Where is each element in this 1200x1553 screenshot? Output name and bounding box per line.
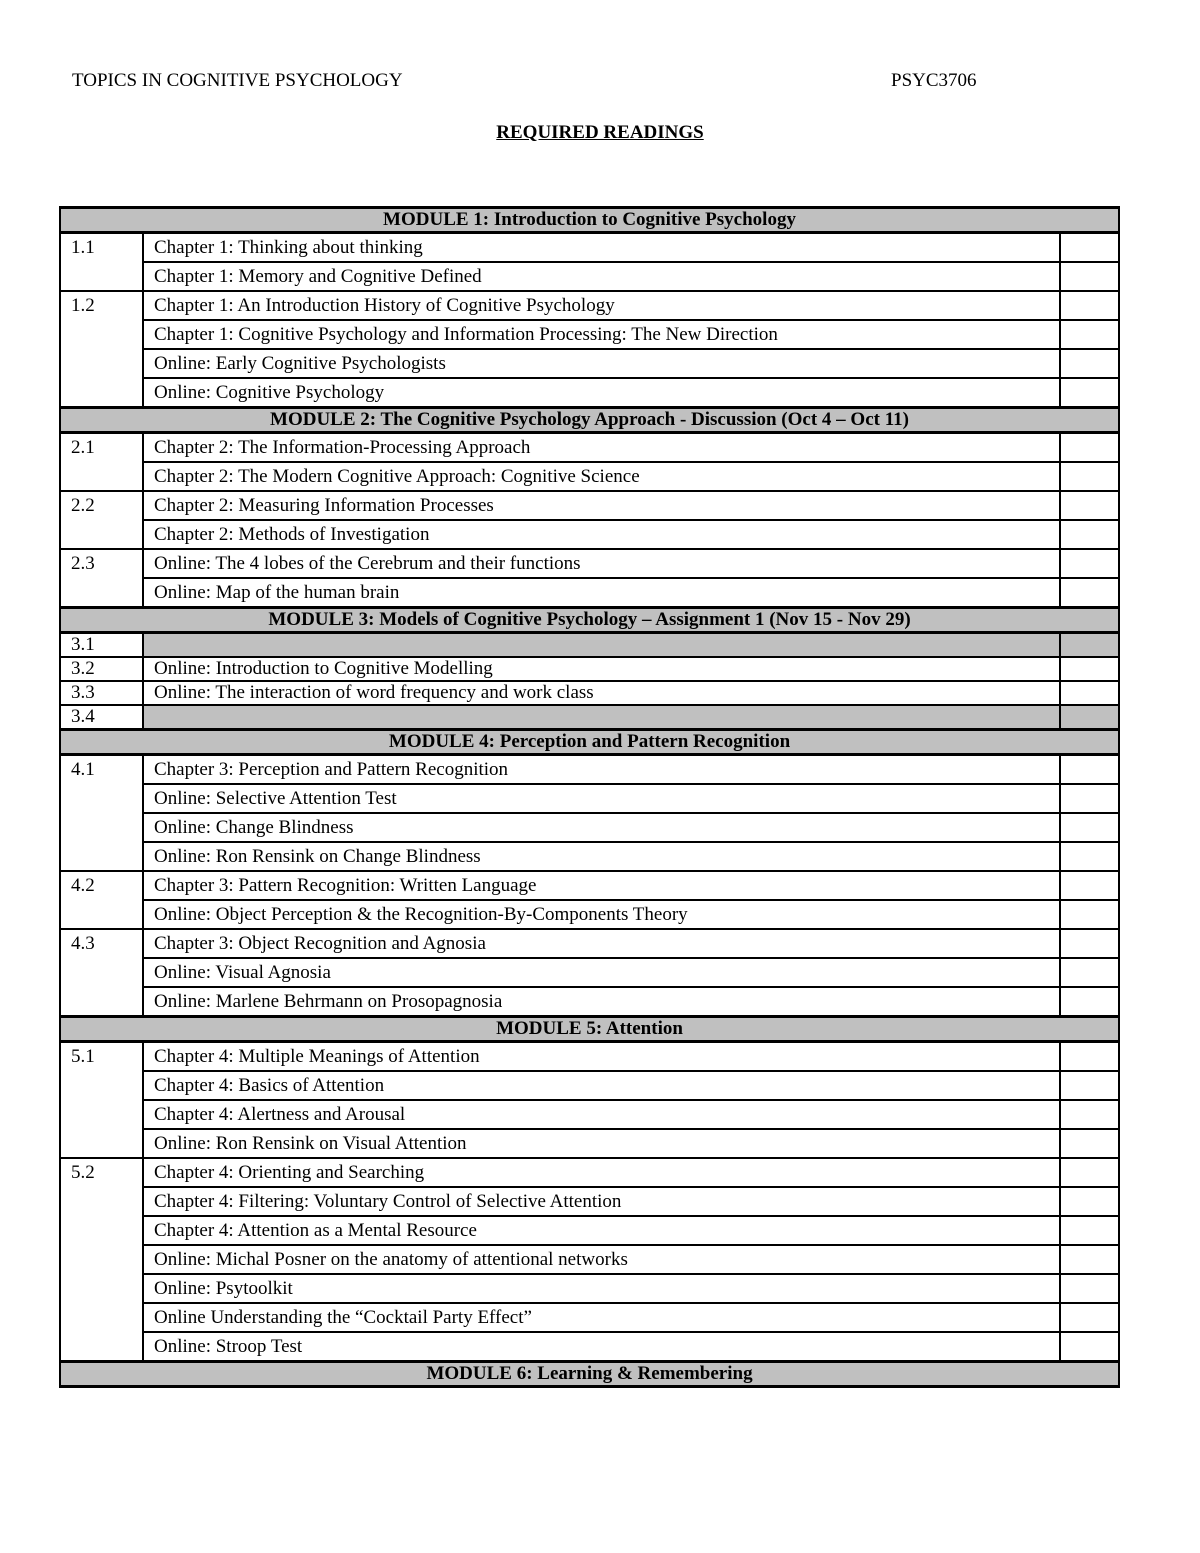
reading-check-cell — [1060, 987, 1119, 1017]
reading-title: Online: Marlene Behrmann on Prosopagnosia — [143, 987, 1060, 1017]
reading-row — [60, 958, 1119, 987]
readings-table — [59, 206, 1120, 1388]
reading-row — [60, 262, 1119, 291]
reading-row — [60, 491, 1119, 520]
reading-check-cell — [1060, 549, 1119, 578]
reading-check-cell — [1060, 233, 1119, 263]
reading-row — [60, 871, 1119, 900]
module-title: MODULE 3: Models of Cognitive Psychology – Assignment 1 (Nov 15 - Nov 29) — [60, 608, 1119, 633]
section-number: 1.1 — [60, 233, 143, 292]
reading-check-cell — [1060, 842, 1119, 871]
reading-title: Online: Ron Rensink on Visual Attention — [143, 1129, 1060, 1158]
module-title: MODULE 2: The Cognitive Psychology Approach - Discussion (Oct 4 – Oct 11) — [60, 408, 1119, 433]
module-title: MODULE 1: Introduction to Cognitive Psychology — [60, 208, 1119, 233]
module-title: MODULE 4: Perception and Pattern Recognition — [60, 730, 1119, 755]
reading-row — [60, 633, 1119, 658]
module-header-row — [60, 208, 1119, 233]
reading-row — [60, 520, 1119, 549]
reading-row — [60, 657, 1119, 681]
section-number: 2.1 — [60, 433, 143, 492]
reading-check-cell — [1060, 262, 1119, 291]
page-title: REQUIRED READINGS — [496, 122, 704, 143]
reading-check-cell — [1060, 813, 1119, 842]
section-number: 4.1 — [60, 755, 143, 872]
reading-title: Online: The interaction of word frequency and work class — [143, 681, 1060, 705]
reading-row — [60, 291, 1119, 320]
reading-check-cell — [1060, 1158, 1119, 1187]
reading-check-cell — [1060, 958, 1119, 987]
module-title: MODULE 6: Learning & Remembering — [60, 1362, 1119, 1387]
module-header-row — [60, 1017, 1119, 1042]
course-title: TOPICS IN COGNITIVE PSYCHOLOGY — [72, 70, 403, 91]
reading-title: Online: Object Perception & the Recognition-By-Components Theory — [143, 900, 1060, 929]
reading-row — [60, 1274, 1119, 1303]
reading-title: Online: Stroop Test — [143, 1332, 1060, 1362]
reading-check-cell — [1060, 755, 1119, 785]
reading-check-cell — [1060, 1274, 1119, 1303]
reading-check-cell — [1060, 900, 1119, 929]
reading-title — [143, 633, 1060, 658]
reading-row — [60, 929, 1119, 958]
section-number: 3.1 — [60, 633, 143, 658]
reading-check-cell — [1060, 291, 1119, 320]
reading-title: Chapter 1: Memory and Cognitive Defined — [143, 262, 1060, 291]
section-number: 5.2 — [60, 1158, 143, 1362]
reading-check-cell — [1060, 1071, 1119, 1100]
section-number: 2.2 — [60, 491, 143, 549]
reading-row — [60, 1332, 1119, 1362]
reading-check-cell — [1060, 578, 1119, 608]
reading-row — [60, 681, 1119, 705]
reading-check-cell — [1060, 871, 1119, 900]
reading-check-cell — [1060, 1245, 1119, 1274]
reading-check-cell — [1060, 657, 1119, 681]
reading-title: Online: Visual Agnosia — [143, 958, 1060, 987]
reading-check-cell — [1060, 491, 1119, 520]
reading-row — [60, 462, 1119, 491]
reading-check-cell — [1060, 1100, 1119, 1129]
reading-check-cell — [1060, 929, 1119, 958]
reading-row — [60, 842, 1119, 871]
reading-title: Chapter 4: Attention as a Mental Resource — [143, 1216, 1060, 1245]
reading-check-cell — [1060, 378, 1119, 408]
reading-check-cell — [1060, 681, 1119, 705]
reading-row — [60, 233, 1119, 263]
module-header-row — [60, 730, 1119, 755]
reading-row — [60, 813, 1119, 842]
reading-title: Online: Early Cognitive Psychologists — [143, 349, 1060, 378]
reading-title: Online: Michal Posner on the anatomy of attentional networks — [143, 1245, 1060, 1274]
reading-title: Chapter 2: Measuring Information Processes — [143, 491, 1060, 520]
module-header-row — [60, 408, 1119, 433]
reading-row — [60, 1245, 1119, 1274]
reading-check-cell — [1060, 1042, 1119, 1072]
reading-row — [60, 320, 1119, 349]
section-number: 4.2 — [60, 871, 143, 929]
section-number: 3.3 — [60, 681, 143, 705]
reading-title: Chapter 4: Filtering: Voluntary Control of Selective Attention — [143, 1187, 1060, 1216]
reading-check-cell — [1060, 1187, 1119, 1216]
reading-check-cell — [1060, 784, 1119, 813]
section-number: 3.2 — [60, 657, 143, 681]
reading-row — [60, 378, 1119, 408]
reading-title: Chapter 2: Methods of Investigation — [143, 520, 1060, 549]
module-header-row — [60, 1362, 1119, 1387]
reading-row — [60, 349, 1119, 378]
course-code: PSYC3706 — [891, 70, 977, 91]
reading-title: Online: Cognitive Psychology — [143, 378, 1060, 408]
reading-check-cell — [1060, 1216, 1119, 1245]
reading-title: Online: Map of the human brain — [143, 578, 1060, 608]
reading-row — [60, 1216, 1119, 1245]
reading-title: Chapter 3: Perception and Pattern Recognition — [143, 755, 1060, 785]
reading-title: Chapter 1: Thinking about thinking — [143, 233, 1060, 263]
reading-row — [60, 433, 1119, 463]
reading-title: Chapter 3: Object Recognition and Agnosia — [143, 929, 1060, 958]
reading-title: Online: Change Blindness — [143, 813, 1060, 842]
reading-row — [60, 1100, 1119, 1129]
reading-check-cell — [1060, 633, 1119, 658]
reading-check-cell — [1060, 433, 1119, 463]
module-title: MODULE 5: Attention — [60, 1017, 1119, 1042]
reading-check-cell — [1060, 1332, 1119, 1362]
reading-title: Chapter 4: Basics of Attention — [143, 1071, 1060, 1100]
reading-check-cell — [1060, 349, 1119, 378]
reading-row — [60, 549, 1119, 578]
reading-title: Online Understanding the “Cocktail Party Effect” — [143, 1303, 1060, 1332]
reading-check-cell — [1060, 462, 1119, 491]
section-number: 4.3 — [60, 929, 143, 1017]
reading-row — [60, 705, 1119, 730]
reading-row — [60, 578, 1119, 608]
reading-title: Online: Psytoolkit — [143, 1274, 1060, 1303]
reading-title: Chapter 1: An Introduction History of Cognitive Psychology — [143, 291, 1060, 320]
reading-title — [143, 705, 1060, 730]
reading-check-cell — [1060, 320, 1119, 349]
reading-title: Chapter 1: Cognitive Psychology and Information Processing: The New Direction — [143, 320, 1060, 349]
reading-title: Chapter 2: The Information-Processing Approach — [143, 433, 1060, 463]
reading-title: Online: The 4 lobes of the Cerebrum and their functions — [143, 549, 1060, 578]
section-number: 1.2 — [60, 291, 143, 408]
readings-table-body — [60, 208, 1119, 1387]
reading-title: Chapter 4: Alertness and Arousal — [143, 1100, 1060, 1129]
reading-check-cell — [1060, 1303, 1119, 1332]
reading-row — [60, 987, 1119, 1017]
reading-title: Chapter 2: The Modern Cognitive Approach: Cognitive Science — [143, 462, 1060, 491]
reading-check-cell — [1060, 705, 1119, 730]
section-number: 3.4 — [60, 705, 143, 730]
reading-row — [60, 1042, 1119, 1072]
reading-title: Online: Introduction to Cognitive Modelling — [143, 657, 1060, 681]
reading-row — [60, 784, 1119, 813]
reading-title: Chapter 3: Pattern Recognition: Written Language — [143, 871, 1060, 900]
reading-title: Online: Ron Rensink on Change Blindness — [143, 842, 1060, 871]
section-number: 2.3 — [60, 549, 143, 608]
reading-row — [60, 755, 1119, 785]
reading-row — [60, 1158, 1119, 1187]
section-number: 5.1 — [60, 1042, 143, 1159]
reading-title: Online: Selective Attention Test — [143, 784, 1060, 813]
reading-row — [60, 1071, 1119, 1100]
reading-title: Chapter 4: Orienting and Searching — [143, 1158, 1060, 1187]
reading-row — [60, 900, 1119, 929]
reading-check-cell — [1060, 520, 1119, 549]
reading-row — [60, 1187, 1119, 1216]
reading-row — [60, 1303, 1119, 1332]
reading-check-cell — [1060, 1129, 1119, 1158]
reading-row — [60, 1129, 1119, 1158]
module-header-row — [60, 608, 1119, 633]
reading-title: Chapter 4: Multiple Meanings of Attention — [143, 1042, 1060, 1072]
